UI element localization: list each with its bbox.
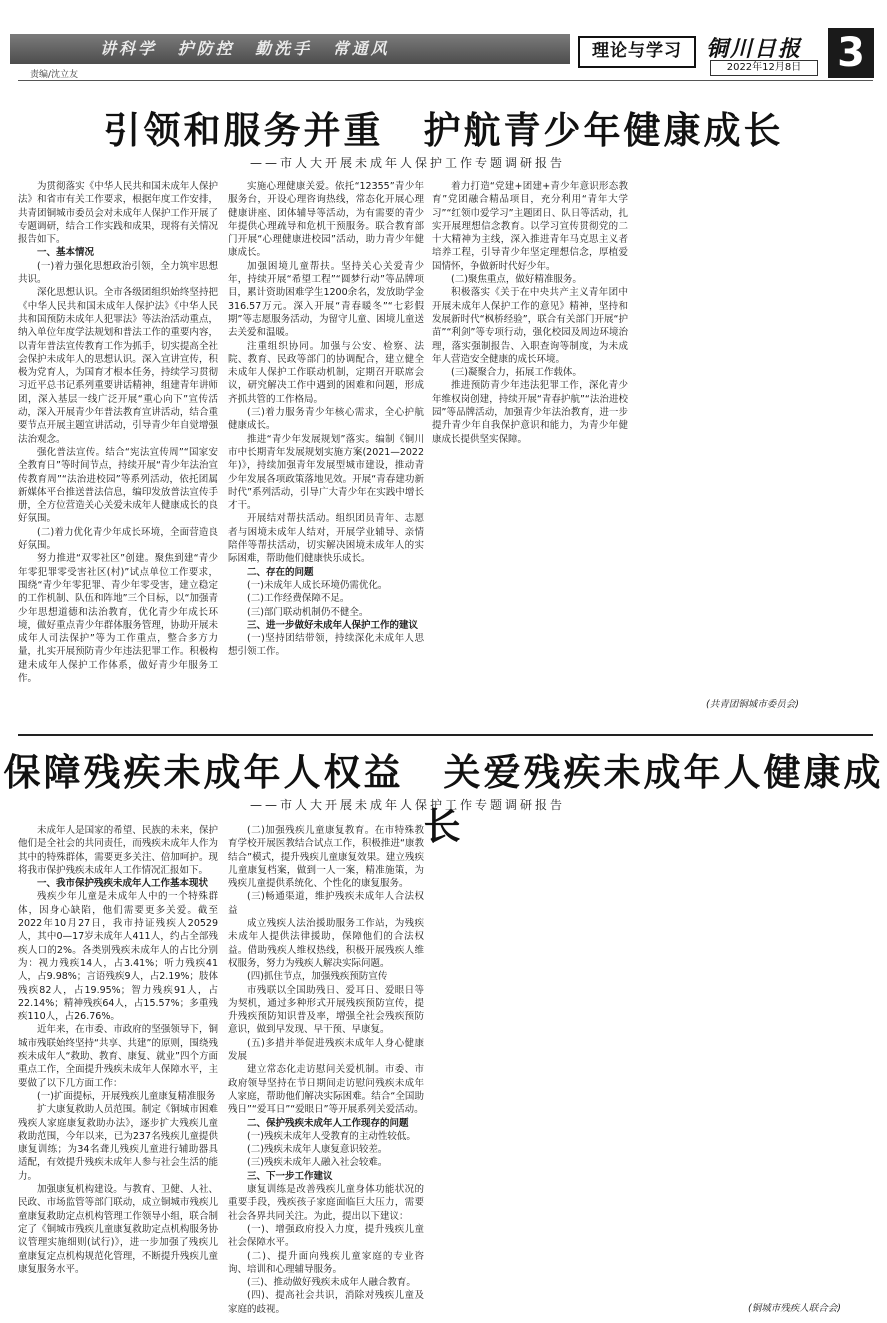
paragraph: 努力推进“双零社区”创建。聚焦到建“青少年零犯罪零受害社区(村)”试点单位工作要求，围绕“青少年零犯罪、青少年零受害，建立稳定的工作机制、队伍和阵地”三个目标，以“加强青少年思想道德和法治教育，优化青少年成长环境，做好重点青少年群体服务管理，协助开展未成年人司法保护”等为工作重点，整合多方力量，扎实开展预防青少年违法犯罪工作。积极构建未成年人保护工作体系，做好青少年服务工作。: [18, 553, 218, 684]
slogan-banner: 讲科学 护防控 勤洗手 常通风: [10, 34, 570, 64]
paragraph: 深化思想认识。全市各级团组织始终坚持把《中华人民共和国未成年人保护法》《中华人民共和国预防未成年人犯罪法》等法治活动重点，纳入单位年度学法规划和普法工作的重要内容，以青年普法宣传教育工作为抓手，切实提高全社会保护未成年人的思想认识。深入宣讲宣传，积极为党育人，为国育才根本任务，持续学习贯彻习近平总书记系列重要讲话精神，组建青年讲师团，深入基层一线广泛开展“重心向下”宣传活动，深入开展青少年普法教育宣讲活动，结合重要节点开展主题宣讲活动，引导青少年自觉增强法治观念。: [18, 287, 218, 445]
article2-signature: (铜城市残疾人联合会): [748, 1303, 841, 1314]
paragraph: 近年来，在市委、市政府的坚强领导下，铜城市残联始终坚持“共享、共建”的原则，围绕残疾未成年人“救助、教育、康复、就业”四个方面重点工作，全面提升残疾未成年人保障水平，主要做了以下几方面工作：: [18, 1024, 218, 1089]
paragraph: (二)加强残疾儿童康复教育。在市特殊教育学校开展医教结合试点工作，积极推进“康教结合”模式，提升残疾儿童康复效果。建立残疾儿童康复档案，做到一人一案，精准施策，为残疾儿童提供系统化、个性化的康复服务。: [228, 825, 424, 890]
section-label: 理论与学习: [578, 36, 696, 68]
article1-title: 引领和服务并重 护航青少年健康成长: [103, 108, 784, 152]
paragraph: (二)工作经费保障不足。: [247, 593, 350, 605]
article1-column-4: [636, 180, 872, 680]
article2-column-3: [432, 824, 628, 1316]
section-heading: 一、我市保护残疾未成年人工作基本现状: [37, 878, 209, 890]
article1-subtitle: ——市人大开展未成年人保护工作专题调研报告: [250, 156, 566, 170]
paragraph: (三)残疾未成年人融入社会较难。: [247, 1157, 388, 1169]
paragraph: (一)、增强政府投入力度，提升残疾儿童社会保障水平。: [228, 1223, 424, 1249]
paragraph: 积极落实《关于在中央共产主义青年团中开展未成年人保护工作的意见》精神，坚持和发展新时代“枫桥经验”，联合有关部门开展“护苗”“利剑”等专项行动，强化校园及周边环境治理，落实强制报告、入职查询等制度，为未成年人营造安全健康的成长环境。: [432, 287, 628, 365]
article2-column-4: [636, 824, 872, 1290]
paragraph: (四)抓住节点，加强残疾预防宣传: [247, 971, 388, 983]
paragraph: 残疾少年儿童是未成年人中的一个特殊群体，因身心缺陷，他们需要更多关爱。截至2022年10月27日，我市持证残疾人20529人，其中0—17岁未成年人411人，约占全部残疾人口的2%。各类别残疾未成年人的占比分别为：视力残疾14人，占3.41%；听力残疾41人，占9.98%；言语残疾9人，占2.19%；肢体残疾82人，占19.95%；智力残疾91人，占22.14%；精神残疾64人，占15.57%；多重残疾110人，占26.76%。: [18, 891, 218, 1023]
paragraph: 加强康复机构建设。与教育、卫健、人社、民政、市场监管等部门联动，成立铜城市残疾儿童康复救助定点机构管理工作领导小组，联合制定了《铜城市残疾儿童康复救助定点机构服务协议管理实施细则(试行)》，进一步加强了残疾儿童康复定点机构规范化管理，不断提升残疾儿童康复服务水平。: [18, 1184, 218, 1275]
paragraph: (五)多措并举促进残疾未成年人身心健康发展: [228, 1037, 424, 1063]
paragraph: (二)着力优化青少年成长环境，全面营造良好氛围。: [18, 526, 218, 552]
paragraph: 强化普法宣传。结合“宪法宣传周”“国家安全教育日”等时间节点，持续开展“青少年法治宣传教育周”“法治进校园”等系列活动，依托团属新媒体平台推送普法信息，编印发放普法宣传手册，全方位营造关心关爱未成年人健康成长的良好氛围。: [18, 446, 218, 525]
paragraph: 着力打造“党建+团建+青少年意识形态教育”党团融合精品项目，充分利用“青年大学习”“红领巾爱学习”主题团日、队日等活动，扎实开展理想信念教育。以学习宣传贯彻党的二十大精神为主线，深入推进青年马克思主义者培养工程，引导青少年坚定理想信念，厚植爱国情怀，争做新时代好少年。: [432, 181, 628, 272]
article1-column-3: [432, 180, 628, 728]
paragraph: 注重组织协同。加强与公安、检察、法院、教育、民政等部门的协调配合，建立健全未成年人保护工作联动机制，定期召开联席会议，研究解决工作中遇到的困难和问题，形成齐抓共管的工作格局。: [228, 340, 424, 405]
section-heading: 三、下一步工作建议: [247, 1170, 333, 1182]
paragraph: 建立常态化走访慰问关爱机制。市委、市政府领导坚持在节日期间走访慰问残疾未成年人家庭，帮助他们解决实际困难。结合“全国助残日”“爱耳日”“爱眼日”等开展系列关爱活动。: [228, 1064, 424, 1116]
paragraph: 未成年人是国家的希望、民族的未来，保护他们是全社会的共同责任，而残疾未成年人作为其中的特殊群体，需要更多关注、倍加呵护。现将我市保护残疾未成年人工作情况汇报如下。: [18, 825, 218, 876]
paragraph: 推进“青少年发展规划”落实。编制《铜川市中长期青年发展规划实施方案(2021—2022年)》，持续加强青年发展型城市建设，推动青少年发展各项政策落地见效。开展“青春建功新时代”系列活动，引导广大青少年在实践中增长才干。: [228, 433, 424, 512]
paragraph: (三)部门联动机制仍不健全。: [247, 606, 369, 618]
paragraph: 扩大康复救助人员范围。制定《铜城市困难残疾人家庭康复救助办法》，逐步扩大残疾儿童救助范围，今年以来，已为237名残疾儿童提供康复训练；为34名聋儿残疾儿童进行辅助器具适配，有效提升残疾未成年人参与社会生活的能力。: [18, 1104, 218, 1182]
paragraph: (一)扩面提标，开展残疾儿童康复精准服务: [37, 1090, 216, 1102]
paragraph: 为贯彻落实《中华人民共和国未成年人保护法》和省市有关工作要求，根据年度工作安排，共青团铜城市委员会对未成年人保护工作开展了专题调研，结合工作实践和成果，现将有关情况报告如下。: [18, 181, 218, 246]
paragraph: (一)坚持团结带领，持续深化未成年人思想引领工作。: [228, 633, 424, 658]
paragraph: (二)、提升面向残疾儿童家庭的专业咨询、培训和心理辅导服务。: [228, 1250, 424, 1275]
article2-column-2: [228, 824, 424, 1316]
article1-column-1: [18, 180, 218, 728]
article-divider: [18, 734, 873, 736]
editor-credit: 责编/沈立友: [30, 70, 79, 80]
article1-signature: (共青团铜城市委员会): [706, 699, 799, 710]
page-number: 3: [828, 28, 874, 78]
paragraph: (四)、提高社会共识，消除对残疾儿童及家庭的歧视。: [228, 1290, 424, 1315]
paragraph: 康复训练是改善残疾儿童身体功能状况的重要手段，残疾孩子家庭面临巨大压力，需要社会各界共同关注。为此，提出以下建议：: [228, 1184, 424, 1222]
section-heading: 三、进一步做好未成年人保护工作的建议: [247, 619, 419, 631]
paragraph: (一)未成年人成长环境仍需优化。: [247, 579, 388, 591]
paragraph: (一)残疾未成年人受教育的主动性较低。: [247, 1130, 416, 1142]
paragraph: 推进预防青少年违法犯罪工作，深化青少年维权岗创建，持续开展“青春护航”“法治进校园”等品牌活动，加强青少年法治教育，进一步提升青少年自我保护意识和能力，为青少年健康成长提供坚实保障。: [432, 380, 628, 445]
paragraph: 加强困境儿童帮扶。坚持关心关爱青少年，持续开展“希望工程”“圆梦行动”等品牌项目，累计资助困难学生1200余名，发放助学金316.57万元。深入开展“青春暖冬”“七彩假期”等志愿服务活动，为留守儿童、困境儿童送去关爱和温暖。: [228, 260, 424, 339]
paragraph: (一)着力强化思想政治引领，全力筑牢思想共识。: [18, 260, 218, 286]
article2-title: 保障残疾未成年人权益 关爱残疾未成年人健康成长: [3, 750, 884, 848]
paragraph: 成立残疾人法治援助服务工作站，为残疾未成年人提供法律援助，保障他们的合法权益。借助残疾人维权热线，积极开展残疾人维权服务，努力为残疾人解决实际问题。: [228, 918, 424, 969]
issue-date: 2022年12月8日: [710, 60, 818, 76]
paragraph: (三)凝聚合力，拓展工作载体。: [451, 367, 582, 379]
section-heading: 二、存在的问题: [247, 566, 314, 578]
section-heading: 一、基本情况: [37, 247, 95, 259]
newspaper-logo: 铜川日报: [706, 36, 803, 62]
paragraph: 实施心理健康关爱。依托“12355”青少年服务台，开设心理咨询热线，常态化开展心理健康讲座、团体辅导等活动，为有需要的青少年提供心理疏导和危机干预服务。联合教育部门开展“心理健康进校园”活动，助力青少年健康成长。: [228, 181, 424, 259]
paragraph: (二)聚焦重点，做好精准服务。: [451, 274, 582, 286]
article2-subtitle: ——市人大开展未成年人保护工作专题调研报告: [250, 798, 566, 812]
article1-column-2: [228, 180, 424, 728]
paragraph: 开展结对帮扶活动。组织团员青年、志愿者与困境未成年人结对，开展学业辅导、亲情陪伴等帮扶活动，切实解决困境未成年人的实际困难，帮助他们健康快乐成长。: [228, 513, 424, 565]
header-rule: [18, 80, 873, 81]
paragraph: (三)着力服务青少年核心需求，全心护航健康成长。: [228, 407, 424, 432]
paragraph: (三)、推动做好残疾未成年人融合教育。: [247, 1277, 416, 1289]
paragraph: (二)残疾未成年人康复意识较差。: [247, 1144, 388, 1156]
paragraph: (三)畅通渠道，维护残疾未成年人合法权益: [228, 891, 424, 916]
section-heading: 二、保护残疾未成年人工作现存的问题: [247, 1117, 409, 1129]
paragraph: 市残联以全国助残日、爱耳日、爱眼日等为契机，通过多种形式开展残疾预防宣传，提升残疾预防知识普及率，增强全社会残疾预防意识，做到早发现、早干预、早康复。: [228, 984, 424, 1036]
article2-column-1: [18, 824, 218, 1316]
